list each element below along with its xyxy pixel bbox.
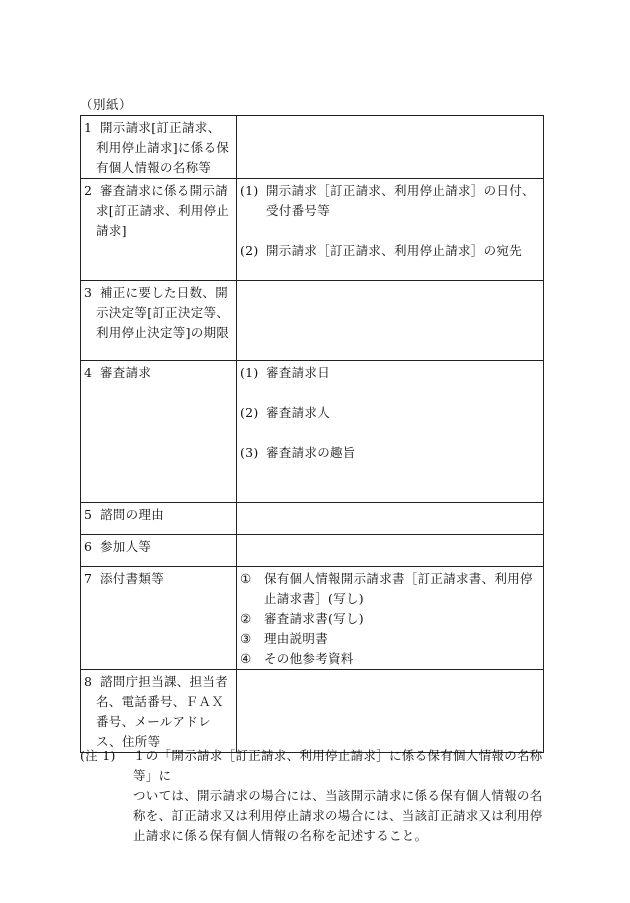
- form-row-5: [81, 503, 544, 535]
- row-1-label-cell: [81, 116, 237, 179]
- row-number: 6: [84, 539, 93, 554]
- annex-label: （別紙）: [80, 97, 133, 112]
- row-8-content-cell[interactable]: [237, 670, 544, 753]
- row-number: 4: [84, 365, 93, 380]
- item-marker: ①: [240, 571, 252, 586]
- item-text: 審査請求日: [266, 365, 331, 380]
- row-5-content-cell[interactable]: [237, 503, 544, 535]
- item-text: 開示請求［訂正請求、利用停止請求］の日付、受付番号等: [266, 183, 535, 218]
- item-marker: (2): [240, 243, 259, 258]
- item-marker: ②: [240, 611, 252, 626]
- row-4-label-cell: [81, 361, 237, 503]
- content-item: [240, 241, 540, 261]
- item-text: その他参考資料: [264, 651, 354, 666]
- content-item: [240, 181, 540, 221]
- row-4-content-cell[interactable]: [237, 361, 544, 503]
- attachment-item: [240, 629, 540, 649]
- consultation-form-table: [80, 115, 544, 753]
- footnote-label: (注 1): [80, 748, 116, 763]
- row-label: 諮問庁担当課、担当者名、電話番号、ＦＡＸ番号、メールアドレス、住所等: [96, 674, 229, 749]
- row-3-content-cell[interactable]: [237, 281, 544, 361]
- item-text: 審査請求人: [266, 405, 331, 420]
- content-item: [240, 403, 540, 423]
- item-marker: ④: [240, 651, 252, 666]
- row-8-label-cell: [81, 670, 237, 753]
- row-label: 参加人等: [100, 539, 152, 554]
- item-marker: (1): [240, 183, 259, 198]
- content-item: [240, 363, 540, 383]
- attachment-item: [240, 609, 540, 629]
- content-item: [240, 443, 540, 463]
- form-row-4: [81, 361, 544, 503]
- row-5-label-cell: [81, 503, 237, 535]
- row-7-label-cell: [81, 567, 237, 670]
- item-text: 保有個人情報開示請求書［訂正請求書、利用停止請求書］(写し): [264, 571, 533, 606]
- row-2-content-cell[interactable]: [237, 179, 544, 281]
- item-marker: ③: [240, 631, 252, 646]
- form-row-3: [81, 281, 544, 361]
- form-row-8: [81, 670, 544, 753]
- item-marker: (2): [240, 405, 259, 420]
- item-text: 審査請求書(写し): [264, 611, 364, 626]
- row-label: 諮問の理由: [100, 507, 165, 522]
- row-number: 3: [84, 285, 93, 300]
- row-label: 添付書類等: [100, 571, 165, 586]
- row-label: 審査請求に係る開示請求[訂正請求、利用停止請求]: [96, 183, 230, 238]
- form-row-2: [81, 179, 544, 281]
- item-text: 理由説明書: [264, 631, 329, 646]
- form-row-7: [81, 567, 544, 670]
- item-text: 開示請求［訂正請求、利用停止請求］の宛先: [266, 243, 523, 258]
- row-number: 7: [84, 571, 93, 586]
- item-marker: (3): [240, 445, 259, 460]
- row-1-content-cell[interactable]: [237, 116, 544, 179]
- row-number: 2: [84, 183, 93, 198]
- footnote: [80, 746, 550, 846]
- row-7-content-cell[interactable]: [237, 567, 544, 670]
- item-marker: (1): [240, 365, 259, 380]
- attachment-item: [240, 649, 540, 669]
- row-label: 補正に要した日数、開示決定等[訂正決定等、利用停止決定等]の期限: [96, 285, 230, 340]
- row-3-label-cell: [81, 281, 237, 361]
- footnote-continuation: ついては、開示請求の場合には、当該開示請求に係る保有個人情報の名称を、訂正請求又は利用停止請求の場合には、当該訂正請求又は利用停止請求に係る保有個人情報の名称を記述すること。: [133, 788, 543, 843]
- attachment-item: [240, 569, 540, 609]
- footnote-first-line: １の「開示請求［訂正請求、利用停止請求］に係る保有個人情報の名称等」に: [133, 748, 543, 783]
- row-number: 8: [84, 674, 93, 689]
- row-label: 開示請求[訂正請求、利用停止請求]に係る保有個人情報の名称等: [96, 120, 230, 175]
- row-6-content-cell[interactable]: [237, 535, 544, 567]
- row-number: 5: [84, 507, 93, 522]
- form-row-1: [81, 116, 544, 179]
- item-text: 審査請求の趣旨: [266, 445, 356, 460]
- row-label: 審査請求: [100, 365, 152, 380]
- row-6-label-cell: [81, 535, 237, 567]
- form-row-6: [81, 535, 544, 567]
- row-number: 1: [84, 120, 93, 135]
- row-2-label-cell: [81, 179, 237, 281]
